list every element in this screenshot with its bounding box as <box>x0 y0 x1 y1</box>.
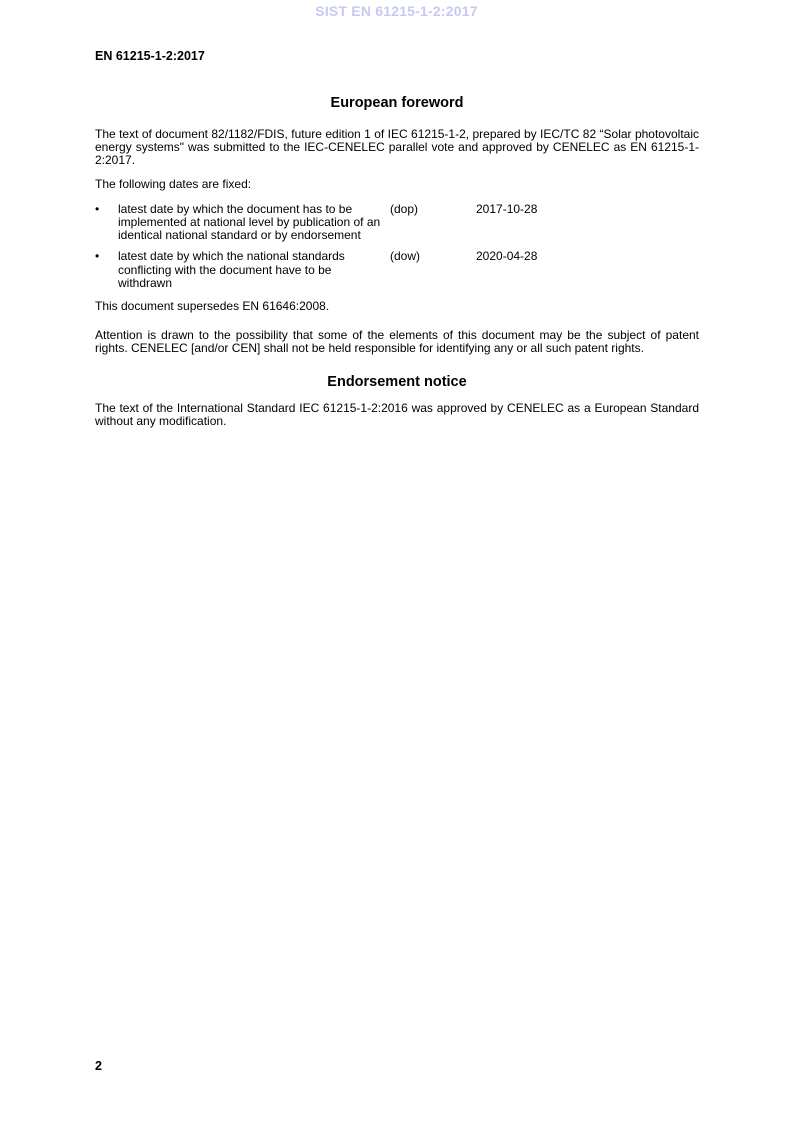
page-content <box>95 94 699 428</box>
date-description: latest date by which the national standards conflicting with the document have to be withdrawn <box>118 249 345 290</box>
foreword-heading: European foreword <box>330 95 464 111</box>
page-number: 2 <box>95 1059 102 1073</box>
date-item-dow <box>95 250 699 290</box>
date-abbreviation: (dow) <box>390 249 421 264</box>
date-description: latest date by which the document has to be implemented at national level by publication of an identical national standard or by endorsement <box>118 201 381 243</box>
foreword-intro-paragraph: The text of document 82/1182/FDIS, future edition 1 of IEC 61215-1-2, prepared by IEC/TC 82 “Solar photovoltaic energy systems" was submitted to the IEC-CENELEC parallel vote and approved by CENELEC as EN 61215-1-2:2017. <box>95 127 699 168</box>
bullet-icon: • <box>95 249 100 264</box>
bullet-icon: • <box>95 201 100 216</box>
date-value: 2017-10-28 <box>476 201 538 216</box>
supersedes-paragraph: This document supersedes EN 61646:2008. <box>95 299 330 314</box>
endorsement-heading: Endorsement notice <box>327 373 467 390</box>
date-abbreviation: (dop) <box>390 201 419 216</box>
endorsement-paragraph: The text of the International Standard IEC 61215-1-2:2016 was approved by CENELEC as a European Standard without any modification. <box>95 400 699 428</box>
dates-intro-paragraph: The following dates are fixed: <box>95 176 252 191</box>
date-item-dop <box>95 203 699 243</box>
date-value: 2020-04-28 <box>476 249 538 264</box>
dates-list <box>95 203 699 290</box>
patent-attention-paragraph: Attention is drawn to the possibility that some of the elements of this document may be the subject of patent rights. CENELEC [and/or CEN] shall not be held responsible for identifying any or all such patent rights. <box>95 328 699 356</box>
watermark: SIST EN 61215-1-2:2017 <box>315 3 478 19</box>
document-identifier: EN 61215-1-2:2017 <box>95 49 205 63</box>
